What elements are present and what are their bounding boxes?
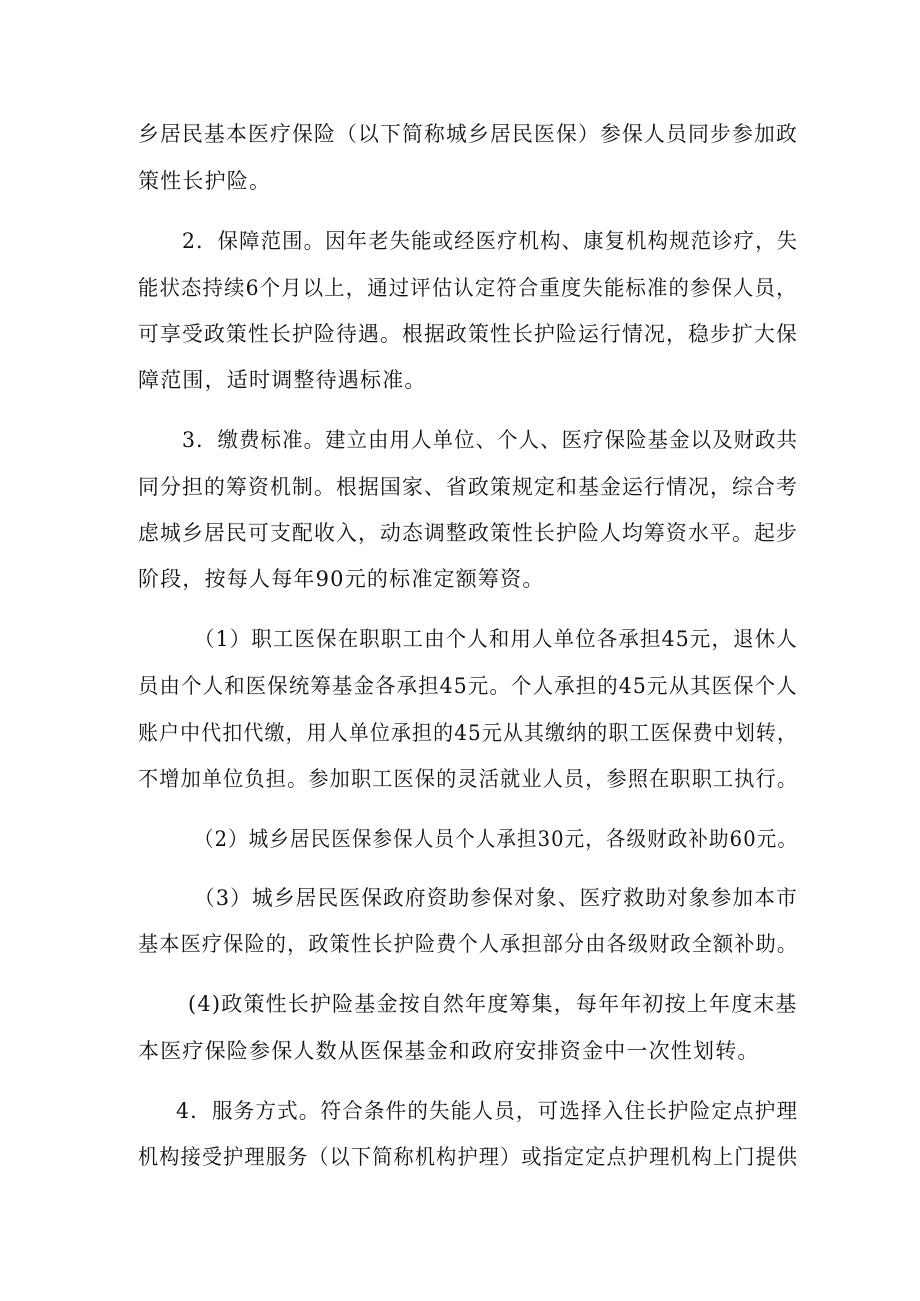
text-line: 能状态持续6个月以上，通过评估认定符合重度失能标准的参保人员， [138,276,798,300]
text-line: 机构接受护理服务（以下简称机构护理）或指定定点护理机构上门提供 [138,1145,799,1169]
text-line: 同分担的筹资机制。根据国家、省政策规定和基金运行情况，综合考 [138,475,799,499]
text-line: 策性长护险。 [138,169,272,193]
text-line: （1）职工医保在职职工由个人和用人单位各承担45元，退休人 [194,627,798,651]
text-line: (4)政策性长护险基金按自然年度筹集，每年年初按上年度末基 [188,992,798,1016]
text-line: 3．缴费标准。建立由用人单位、个人、医疗保险基金以及财政共 [182,428,799,452]
text-line: 4．服务方式。符合条件的失能人员，可选择入住长护险定点护理 [176,1099,799,1123]
text-line: 可享受政策性长护险待遇。根据政策性长护险运行情况，稳步扩大保 [138,322,799,346]
text-line: 基本医疗保险的，政策性长护险费个人承担部分由各级财政全额补助。 [138,932,799,956]
text-line: 员由个人和医保统筹基金各承担45元。个人承担的45元从其医保个人 [138,674,798,698]
text-line: （3）城乡居民医保政府资助参保对象、医疗救助对象参加本市 [194,886,798,910]
text-line: 障范围，适时调整待遇标准。 [138,368,427,392]
text-line: 虑城乡居民可支配收入，动态调整政策性长护险人均筹资水平。起步 [138,521,799,545]
text-line: 本医疗保险参保人数从医保基金和政府安排资金中一次性划转。 [138,1039,760,1063]
text-line: （2）城乡居民医保参保人员个人承担30元，各级财政补助60元。 [194,827,798,851]
text-line: 不增加单位负担。参加职工医保的灵活就业人员，参照在职职工执行。 [138,767,799,791]
text-line: 账户中代扣代缴，用人单位承担的45元从其缴纳的职工医保费中划转， [138,721,799,745]
text-line: 2．保障范围。因年老失能或经医疗机构、康复机构规范诊疗，失 [182,229,799,253]
text-line: 乡居民基本医疗保险（以下简称城乡居民医保）参保人员同步参加政 [138,122,799,146]
text-line: 阶段，按每人每年90元的标准定额筹资。 [138,567,545,591]
